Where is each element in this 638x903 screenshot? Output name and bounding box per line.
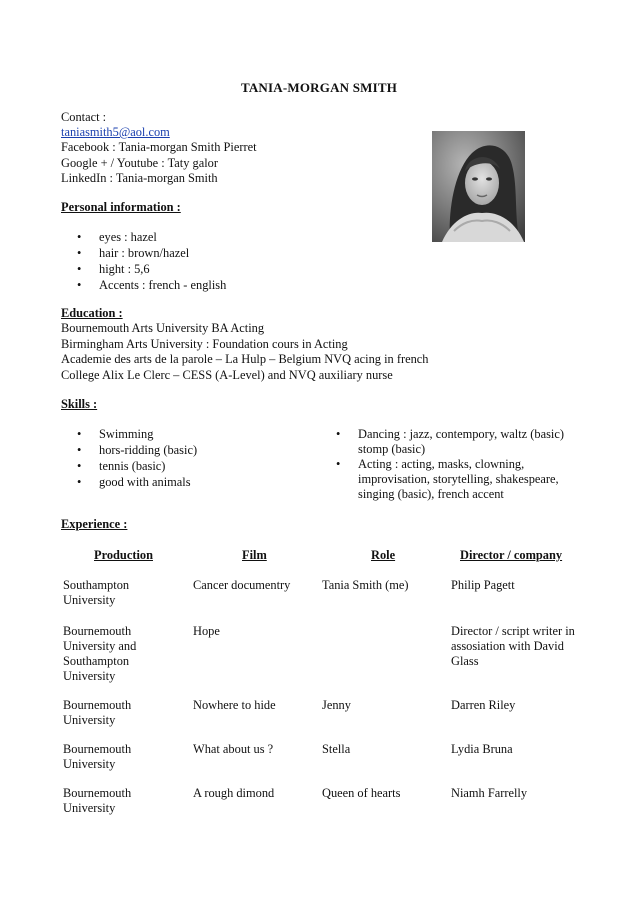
education-line: Academie des arts de la parole – La Hulp – Belgium NVQ acing in french: [61, 352, 429, 366]
email-link[interactable]: taniasmith5@aol.com: [61, 125, 170, 140]
list-item: • eyes : hazel: [77, 230, 226, 246]
contact-heading: Contact :: [61, 110, 107, 124]
film-cell: What about us ?: [193, 742, 274, 756]
director-cell: Lydia Bruna: [451, 742, 513, 756]
role-cell: Tania Smith (me): [322, 578, 409, 592]
column-header-director: Director / company: [460, 548, 563, 562]
personal-heading: Personal information :: [61, 200, 181, 214]
education-block: [61, 321, 428, 383]
list-item: • Swimming: [77, 427, 197, 443]
skills-list-right: [336, 427, 576, 502]
film-cell: A rough dimond: [193, 786, 275, 800]
role-cell: Stella: [322, 742, 351, 756]
film-cell: Nowhere to hide: [193, 698, 276, 712]
list-item: • good with animals: [77, 475, 197, 491]
production-cell: Bournemouth University: [63, 742, 132, 771]
column-header-production: Production: [94, 548, 153, 562]
director-cell: Darren Riley: [451, 698, 516, 712]
production-cell: Bournemouth University: [63, 786, 132, 815]
column-header-film: Film: [242, 548, 267, 562]
list-item: • hors-ridding (basic): [77, 443, 197, 459]
education-line: College Alix Le Clerc – CESS (A-Level) and NVQ auxiliary nurse: [61, 367, 393, 382]
director-cell: Niamh Farrelly: [451, 786, 528, 800]
personal-list: [77, 230, 226, 294]
education-line: Bournemouth Arts University BA Acting: [61, 321, 265, 335]
list-item: • Acting : acting, masks, clowning, improvisation, storytelling, shakespeare, singing (basic), french accent: [336, 457, 576, 502]
contact-block: [61, 110, 257, 186]
column-header-role: Role: [371, 548, 396, 562]
film-cell: Hope: [193, 624, 220, 638]
list-item: • Accents : french - english: [77, 278, 226, 294]
list-item: • hight : 5,6: [77, 262, 226, 278]
list-item: • Dancing : jazz, contempory, waltz (basic) stomp (basic): [336, 427, 576, 457]
profile-photo: [432, 131, 525, 242]
page-title: TANIA-MORGAN SMITH: [240, 80, 398, 95]
production-cell: Bournemouth University: [63, 698, 132, 727]
role-cell: Jenny: [322, 698, 351, 712]
skills-list-left: [77, 427, 197, 491]
production-cell: Bournemouth University and Southampton University: [63, 624, 137, 683]
director-cell: Philip Pagett: [451, 578, 515, 592]
experience-heading: Experience :: [61, 517, 128, 531]
role-cell: Queen of hearts: [322, 786, 401, 800]
list-item: • tennis (basic): [77, 459, 197, 475]
linkedin-line: LinkedIn : Tania-morgan Smith: [61, 170, 218, 185]
production-cell: Southampton University: [63, 578, 130, 607]
education-line: Birmingham Arts University : Foundation cours in Acting: [61, 336, 348, 351]
education-heading: Education :: [61, 306, 123, 320]
skills-heading: Skills :: [61, 397, 98, 411]
google-line: Google + / Youtube : Taty galor: [61, 155, 218, 170]
director-cell: Director / script writer in assosiation with David Glass: [451, 624, 575, 668]
facebook-line: Facebook : Tania-morgan Smith Pierret: [61, 140, 257, 155]
film-cell: Cancer documentry: [193, 578, 291, 592]
list-item: • hair : brown/hazel: [77, 246, 226, 262]
